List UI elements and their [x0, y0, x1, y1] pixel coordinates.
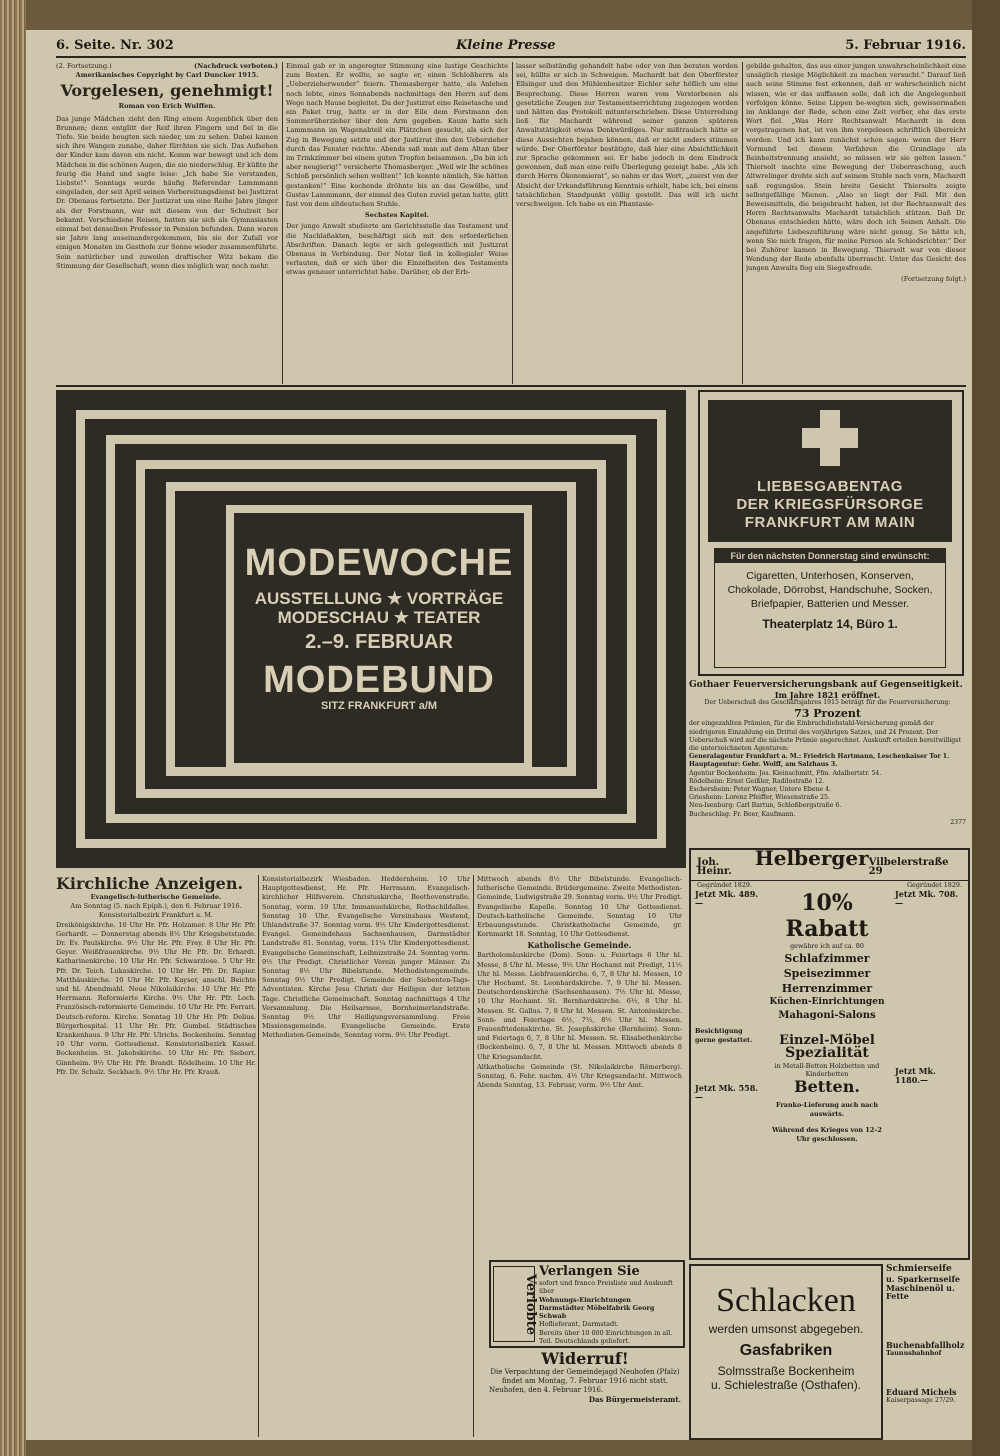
gotha-agency-6: Bucheschlag: Fr. Beer, Kaufmann. [689, 810, 796, 818]
widerruf-title: Widerruf! [541, 1349, 629, 1368]
liebesgabentag-banner [708, 400, 952, 542]
gotha-insurance-ad [689, 680, 966, 842]
gotha-agency-4: Griesheim: Lorenz Pfeiffer, Wiesenstraße 25. [689, 794, 830, 802]
gotha-code: 2377 [950, 818, 966, 826]
church-sub-2: Am Sonntag (5. nach Epiph.), den 6. Februar 1916. [70, 902, 242, 911]
section-rule [56, 385, 966, 387]
story-copyright: Amerikanisches Copyright by Carl Duncker 1915. [75, 71, 259, 80]
story-column-1 [56, 62, 278, 382]
liebesgabentag-line-1: LIEBESGABENTAG [757, 478, 903, 495]
story-column-2 [286, 62, 508, 382]
header-page-number: 6. Seite. Nr. 302 [56, 38, 174, 53]
schlacken-line-4: u. Schielestraße (Osthafen). [710, 1378, 862, 1392]
modewoche-line-2: AUSSTELLUNG ★ VORTRÄGE [254, 589, 504, 608]
schmier-line-5: Taunusbahnhof [886, 1349, 942, 1357]
widerruf-signature: Das Bürgermeisteramt. [588, 1395, 681, 1404]
header-date: 5. Februar 1916. [845, 38, 966, 53]
story-reprint-note: (Nachdruck verboten.) [194, 62, 278, 70]
schmier-line-2: u. Sparkernseife [886, 1274, 960, 1284]
schmier-line-4: Buchenabfallholz [886, 1339, 965, 1350]
column-divider [258, 875, 259, 1437]
helberger-betten: Betten. [794, 1076, 860, 1096]
newspaper-page [26, 30, 972, 1440]
liebesgabentag-line-2: DER KRIEGSFÜRSORGE [736, 496, 924, 513]
helberger-furniture-ad [689, 848, 970, 1260]
liebesgabentag-heading: Für den nächsten Donnerstag sind erwünscht: [715, 549, 945, 563]
helberger-rabatt: 10% Rabatt [785, 890, 869, 942]
widerruf-text: Die Verpachtung der Gemeindejagd Neuhofen (Pfalz) findet am Montag, 7. Februar 1916 nicht statt. [490, 1368, 680, 1385]
gotha-general-agency: Generalagentur Frankfurt a. M.: Friedrich Hartmann, Leschenkaiser Tor 1. [689, 753, 950, 761]
modebund-seat: SITZ FRANKFURT a/M [320, 700, 438, 712]
liebesgabentag-address: Theaterplatz 14, Büro 1. [762, 617, 898, 631]
story-continued: (Fortsetzung folgt.) [901, 274, 966, 283]
helberger-firstname: Joh. Heinr. [697, 857, 732, 877]
story-text-3: lasser selbständig gehandelt habe oder von ihm beraten worden sei, hüllte er sich in Schweigen. Machardt bat den Oberförster Ellsinger und den Mühlenbesitzer Eichler sehr höflich um eine Besprechung. Diese Herren waren vom Verstorbenen als gesetzliche Zeugen zur Testamentserrichtung zugezogen worden und hätten das Protokoll mitunterschrieben. Diese Unterredung ließ für Machardt während seiner ganzen späteren Anwaltstätigkeit etwas Denkwürdiges. Nur mißtrauisch hätte er diese Aussichten bejahen können, daß er nicht anders stimmen würde. Der Oberförster bestätigte, daß hier eine Absichtlichkeit zur Sprache gekommen sei. Er habe jedoch in dem Eindruck gewonnen, daß man eine reife Überlegung gezeigt habe. „Als ich durch Herrn Ökonomierat“, so nahm er das Wort, „zuerst von der Absicht der Urkundsführung Kenntnis erhielt, habe ich, bei einem tatsächlichen Standpunkt völlig gestellt. Das will ich nicht verschweigen. Ich habe es ein Phantasie- [516, 62, 738, 209]
church-text-3b: Bartholomäuskirche (Dom). Sonn- u. Feiertags 6 Uhr hl. Messe, 8 Uhr hl. Messe, 9½ Uhr Hochamt mit Predigt, 11½ Uhr hl. Messe. Liebfrauenkirche. 6, 7, 8 Uhr hl. Messen, 10 Uhr Hochamt. St. Leonhardskirche. 7, 9 Uhr hl. Messen. Deutschordenskirche (Sachsenhausen). 7½ Uhr hl. Messe, 10 Uhr Hochamt. St. Bernhardskirche. 6½, 8 Uhr hl. Messen. St. Gallus. 7, 8 Uhr hl. Messen. St. Antoniuskirche. Sonn- und Feiertage 6½, 7½, 8½ Uhr hl. Messen. Frauenfriedenskirche. St. Josephskirche (Bornheim). Sonn- und Feiertags 6, 7, 8 Uhr hl. Messen. St. Elisabethenkirche (Bockenheim). 6, 7, 8 Uhr hl. Messen. Mittwoch abends 8 Uhr Kriegsandacht. [477, 951, 682, 1061]
modewoche-ad [56, 390, 686, 868]
header-paper-name: Kleine Presse [456, 38, 556, 53]
gotha-main-agency: Hauptagentur: Gebr. Wolff, am Salzhaus 3. [689, 761, 838, 769]
helberger-item-5: Mahagoni-Salons [778, 1009, 876, 1021]
story-column-3 [516, 62, 738, 382]
story-subtitle: Roman von Erich Wulffen. [118, 102, 216, 111]
verlobte-line-3: Darmstädter Möbelfabrik Georg Schwab [539, 1303, 655, 1321]
church-column-2 [262, 875, 470, 1435]
modebund-title: MODEBUND [263, 659, 495, 701]
verlobte-line-4: Hoflieferant, Darmstadt. [539, 1320, 619, 1329]
verlobte-tag: Verlobte [493, 1266, 535, 1342]
story-continuation: (2. Fortsetzung.) [56, 62, 112, 70]
helberger-item-3: Herrenzimmer [781, 981, 873, 995]
helberger-metal: in Metall-Betten Holzbetten und Kinderbetten [774, 1061, 880, 1078]
liebesgabentag-line-3: FRANKFURT AM MAIN [744, 514, 916, 531]
helberger-einzel: Einzel-Möbel [779, 1032, 875, 1048]
helberger-price-1: Jetzt Mk. 489.— [695, 889, 759, 908]
helberger-item-4: Küchen-Einrichtungen [769, 996, 885, 1007]
church-sub-1: Evangelisch-lutherische Gemeinde. [90, 893, 222, 901]
church-text-3c: Altkatholische Gemeinde (St. Nikolaikirche Römerberg). Sonntag, 6. Febr. nachm. 4½ Uhr Kriegsandacht. Mittwoch Abends Sonntag, 13. Februar, vorm. 9½ Uhr Amt. [477, 1062, 682, 1090]
liebesgabentag-items: Cigaretten, Unterhosen, Konserven, Chokolade, Dörrobst, Handschuhe, Socken, Briefpapier, Batterien und Messer. [727, 570, 933, 610]
page-edge [972, 0, 1000, 1456]
helberger-grant: gewähre ich auf ca. 80 [790, 942, 864, 950]
verlobte-headline: Verlangen Sie [539, 1264, 640, 1279]
modewoche-text-panel [226, 505, 532, 771]
helberger-price-3: Jetzt Mk. 558.— [695, 1083, 759, 1102]
story-text-1: Das junge Mädchen zieht den Ring einem Augenblick über den Brunnen; denn entglitt der Reif ihren Fingern und fiel in die Tiefe. Sie beide beugten sich nieder, um zu sehen. Dabei kamen sich ihre Wangen zunahe, daher fürchten sie sich. Das Aufsehen der Kinder kam davon ein nicht. Komm war bewegt und ich dem Mädchen in die schönen Augen, die sie niederschlug. Er küßte ihr feurig die Hand und sagte leise: „Ich habe Sie verstanden, Liebste!“ Sonntags wurde häufig Referendar Lammmann eingeladen, der seit April seinen Vorbereitungsdienst bei Justizrat Dr. Obenaus fortsetzte. Der Justizrat um eine Reihe Jahre jünger als der Forstmann, war mit diesem von der Schulzeit her bekannt. Verschiedene Reisen, hatten sie sich als Gymnasiasten einmal bei denselben Professor in Pension befunden. Dann waren sie Jahre lang auseinandergekommen, bis sie der Zufall vor einigen Monaten im Gasthofe zur Sonne wieder zusammenführte. Sein natürlicher und zuweilen draftischer Witz bekam die Stimmung der Gesellschaft, wenn dies möglich war, noch mehr. [56, 114, 278, 270]
story-text-4: gebilde gehalten, das aus einer jungen unwahrscheinlichkeit eine unsäglich riesige Möglichkeit zu machen versucht.“ Darauf ließ auch seine Stimme fest erkennen, daß er wahrscheinlich nicht wissen, wie er das auffassen solle, daß ich die Angelegenheit verfolgen könne. Seine Lippen be-wegten sich, gewissermaßen im Anklange der Rede, schon eine Zeit vorher, ehe das erste Wort fiel. „Was Herr Rechtsanwalt Machardt in dem vorgetragenen hat, ist von ihm vorgelesen schriftlich übereicht worden. Und ich kann zunächst schon sagen: wenn der Herr Vormund bei diesem Verfahren die Grundlage als Reinheitstrennung ansieht, so müssen wir sie gelten lassen.“ Thiersolt machte eine Bewegung der Ueberraschung, auch Altwrelinger drohte sich auf seinem Stuhle nach vorn, Machardt saß regungslos. Stein breite Gesicht Thiersolts zeigte selbstgefällige Mienen. „Also so liegt der Fall. Mit den Beweismitteln, die beigebracht haben, ist der Rechtsanwalt des Herrn Rechtsanwalts Machardt tatsächlich stützen. Daß Dr. Obenaus entschieden hätte, wäre doch ich Seinen Anhalt. Die angeführte Liebeszuführung wäre nicht genug. So hätte ich, wenn Sie mich fragen, für meine Person als Schiedsrichter.“ Der bei Zuhörer kamen in Bewegung. Thiersolt war von dieser Wendung der Rede ebenfalls überrascht. Unter das Gesicht des jungen Anwalts flog ein Siegesfreude. [746, 62, 966, 273]
modewoche-dates: 2.–9. FEBRUAR [305, 631, 453, 653]
verlobte-line-5: Bereits über 10 000 Einrichtungen in all. Teil. Deutschlands geliefert. [539, 1328, 673, 1346]
helberger-item-1: Schlafzimmer [784, 951, 870, 965]
story-text-2: Einmal gab er in angeregter Stimmung eine lustige Geschichte zum Besten. Er wollte, so sagte er, einen Schloßherrn als „Ueberzieherwender“ feiern. Thomasberger hatte, als Anlehen noch lebte, eines Sonnabends nachmittags den Herrn auf dem Wege nach Hause begleitet. Da der Justizrat eine Reisetasche und ein Paket trug, hatte er in der Eile dem Forstmann den Sommerüberzieher über den Arm gegeben. Kaum hatte sich Lammmann im Wagenabteil ein Plätzchen gesucht, als sich der Zug in Bewegung setzte und der Justizrat ihm den Ueberzieher durch das Fenster reichte. Abends saß man auf dem Altan über im Trinkzimmer bei einem guten Tropfen beisammen. „Da bin ich aber neugierig!“ versicherte Thomasberger. „Weil wir Ihr schönes Schloß persönlich sehen wollten!“ Ich konnte nämlich, Sie hätten gestanken!“ Eine kochende dröhnte bis an das Gewölbe, und Gustav Lammmann, der einmal des Guten zuviel getan hatte, glitt fast von dem altdeutschen Stuhle. [286, 62, 508, 209]
schlacken-title: Schlacken [716, 1282, 856, 1319]
verlobte-line-2: Wohnungs-Einrichtungen [539, 1295, 631, 1304]
church-column-1 [56, 875, 256, 1435]
church-column-3 [477, 875, 682, 1255]
verlobte-ad [489, 1260, 685, 1348]
helberger-brand: Helberger [754, 846, 869, 870]
helberger-spezial: Spezialität [785, 1045, 869, 1061]
schlacken-line-3: Solmsstraße Bockenheim [717, 1364, 855, 1378]
story-text-2b: Der junge Anwalt studierte am Gerichtsstelle das Testament und die Nachlaßakten, beschäftigt sich mit den erforderlichen Abschriften. Danach legte er sich gelegentlich mit Justizrat Obenaus in Verbindung. Der Notar ließ in kollegialer Weise verlauten, daß er sich über die Einzelheiten des Testaments etwas genauer unterrichtet habe. Darüber, ob der Erb- [286, 222, 508, 277]
schlacken-line-1: werden umsonst abgegeben. [708, 1322, 864, 1336]
gotha-agency-2: Rödelheim: Ernst Geißler, Radilostraße 12. [689, 777, 825, 785]
helberger-founded-left: Gegründet 1829. [697, 881, 753, 889]
gotha-body: der eingezahlten Prämien, für die Einbruchdiebstahl-Versicherung gemäß der niedrigeren Einzahlung ein Drittel des vorjährigen Satzes, und 24 Prozent. Der Ueberschuß wird auf die nächste Prämie angerechnet. Auskunft erteilen bereitwilligst die unterzeichneten Agenturen: [689, 720, 961, 753]
gotha-percent: 73 Prozent [794, 707, 861, 721]
schmier-line-3: Maschinenöl u. Fette [886, 1282, 955, 1301]
gotha-founded: Im Jahre 1821 eröffnet. [774, 690, 881, 700]
gotha-agency-5: Neu-Isenburg: Carl Bartun, Schloßbergstraße 6. [689, 802, 842, 810]
page-header [56, 36, 966, 58]
schmier-line-1: Schmierseife [886, 1264, 952, 1274]
schmierseife-ad [886, 1264, 966, 1436]
story-title: Vorgelesen, genehmigt! [60, 81, 274, 101]
church-title: Kirchliche Anzeigen. [56, 875, 244, 893]
story-column-4 [746, 62, 966, 382]
book-binding [0, 0, 26, 1456]
liebesgabentag-ad [698, 390, 964, 676]
schmier-line-7: Kaiserpassage 27/29. [886, 1396, 956, 1404]
column-divider [473, 875, 474, 1437]
schlacken-ad [689, 1264, 883, 1440]
gotha-title: Gothaer Feuerversicherungsbank auf Gegenseitigkeit. [689, 680, 963, 690]
schmier-line-6: Eduard Michels [886, 1386, 957, 1397]
helberger-price-2: Jetzt Mk. 708.— [895, 889, 959, 908]
helberger-price-4: Jetzt Mk. 1180.— [895, 1066, 936, 1085]
church-text-2: Konsistorialbezirk Wiesbaden. Heddernheim. 10 Uhr Hauptgottesdienst, Hr. Pfr. Herrmann. Evangelisch-kirchlicher Hilfsverein. Christuskirche, Beethovenstraße. Sonntag, vorm. 10 Uhr. Immanuelskirche, Rothschildallee. Sonntag 10 Uhr. Evangelische Vereinshaus Westend, Uhlandstraße 37. Sonntag vorm. 9½ Uhr Kindergottesdienst. Evangel. Gemeindehaus Sachsenhausen, Darmstädter Landstraße 81. Sonntag, vorm. 11¼ Uhr Kindergottesdienst. Evangelische Gemeinschaft, Leibnizstraße 24. Sonntag vorm. 9½ Uhr Predigt. Christlicher Verein junger Männer. Zu Sonntag 8½ Uhr Bibelstunde. Methodistengemeinde. Sonntag 9½ Uhr Predigt. Gemeinde der Siebenten-Tags-Adventisten. Kirche Jesu Christi der Heiligen der letzten Tage. Christliche Gemeinschaft. Sonntag nachmittags 4 Uhr Versammlung. Die Heilsarmee, Bornheimerlandstraße. Sonntag 9½ Uhr Heiligungsversammlung. Freie Missionsgemeinde. Evangelische Gemeinde. Erste Methodisten-Gemeinde, Sonntag vorm. 9½ Uhr Predigt. [262, 875, 470, 1040]
modewoche-title: MODEWOCHE [244, 542, 514, 584]
column-divider [512, 62, 513, 384]
widerruf-place: Neuhofen, den 4. Februar 1916. [489, 1386, 604, 1394]
widerruf-notice [489, 1350, 681, 1436]
gotha-surplus-line: Der Ueberschuß des Geschäftsjahres 1915 beträgt für die Feuerversicherung: [704, 699, 951, 707]
gotha-agency-3: Eschersheim: Peter Wagner, Untere Ebene 4. [689, 786, 832, 794]
helberger-franko: Franko-Lieferung auch nach auswärts. [776, 1101, 878, 1118]
verlobte-line-1: sofort und franco Preisliste und Auskunft über [539, 1279, 673, 1296]
column-divider [282, 62, 283, 384]
modewoche-line-3: MODESCHAU ★ TEATER [277, 608, 481, 627]
church-text-1: Dreikönigskirche. 10 Uhr Hr. Pfr. Holzamer. 8 Uhr Hr. Pfr. Gerhardt. — Donnerstag abends 8½ Uhr Kriegsbetstunde. Dr. Ev. Paulskirche. 9½ Uhr Hr. Pfr. Frey. 8 Uhr Hr. Pfr. Geyer. Weißfrauenkirche. 9½ Uhr Hr. Pfr. Dr. Erhardt. Katharinenkirche. 10 Uhr Hr. Pfr. Schwarzlose. 5 Uhr Hr. Pfr. Dr. Teich. Lukaskirche. 10 Uhr Hr. Pfr. Dr. Rapier. Matthäuskirche. 10 Uhr Hr. Pfr. Kayser, anschl. Beichte und hl. Abendmahl. Neue Nikolaikirche. 10 Uhr Hr. Pfr. Herrmann. Reformierte Kirche. 9½ Uhr Hr. Pfr. Loch. Französisch-reformierte Gemeinde. 10 Uhr Hr. Pfr. Ferrari. Deutsch-reform. Kirche. Sonntag 10 Uhr Hr. Pfr. Delius. Bürgerhospital. 11 Uhr Hr. Pfr. Gumbel. Städtisches Krankenhaus. 9 Uhr Hr. Pfr. Ulrichs. Bockenheim. Sonntag 10 Uhr vorm. Gottesdienst. Konsistorialbezirk Kassel. Bockenheim. St. Jakobskirche. 10 Uhr Hr. Pfr. Siebert. Ginnheim. 9½ Uhr Hr. Pfr. Brandt. Rödelheim. 10 Uhr Hr. Pfr. Dr. Schulz. Seckbach. 9½ Uhr Hr. Pfr. Krauß. [56, 920, 256, 1076]
schlacken-line-2: Gasfabriken [739, 1342, 833, 1359]
church-sub-3: Konsistorialbezirk Frankfurt a. M. [98, 911, 214, 920]
church-text-3: Mittwoch abends 8½ Uhr Bibelstunde. Evangelisch-lutherische Gemeinde. Brüdergemeine. Zweite Methodisten-Gemeinde, Ludwigstraße 29. Sonntag vorm. 9½ Uhr Predigt. Evangelische Kapelle. Sonntag 10 Uhr Gottesdienst. Deutsch-katholische Gemeinde. Sonntag 10 Uhr Erbauungsstunde. Christkatholische Gemeinde, gr. Kornmarkt 18. Sonntag, 10 Uhr Gottesdienst. [477, 875, 682, 939]
gotha-agency-1: Agentur Bockenheim: Jos. Kleinschmitt, Ffm. Adalbertstr. 54. [689, 769, 882, 777]
column-divider [742, 62, 743, 384]
helberger-street: Vilbelerstraße 29 [868, 857, 949, 877]
catholic-title: Katholische Gemeinde. [527, 940, 632, 951]
helberger-besichtigung: Besichtigung gerne gestattet. [695, 1027, 753, 1044]
helberger-item-2: Speisezimmer [783, 966, 871, 980]
red-cross-icon [802, 428, 858, 448]
helberger-closing: Während des Krieges von 12–2 Uhr geschlossen. [772, 1126, 882, 1143]
liebesgabentag-request-box [714, 548, 946, 668]
helberger-founded-right: Gegründet 1829. [906, 881, 962, 889]
story-chapter-heading: Sechstes Kapitel. [365, 211, 429, 220]
